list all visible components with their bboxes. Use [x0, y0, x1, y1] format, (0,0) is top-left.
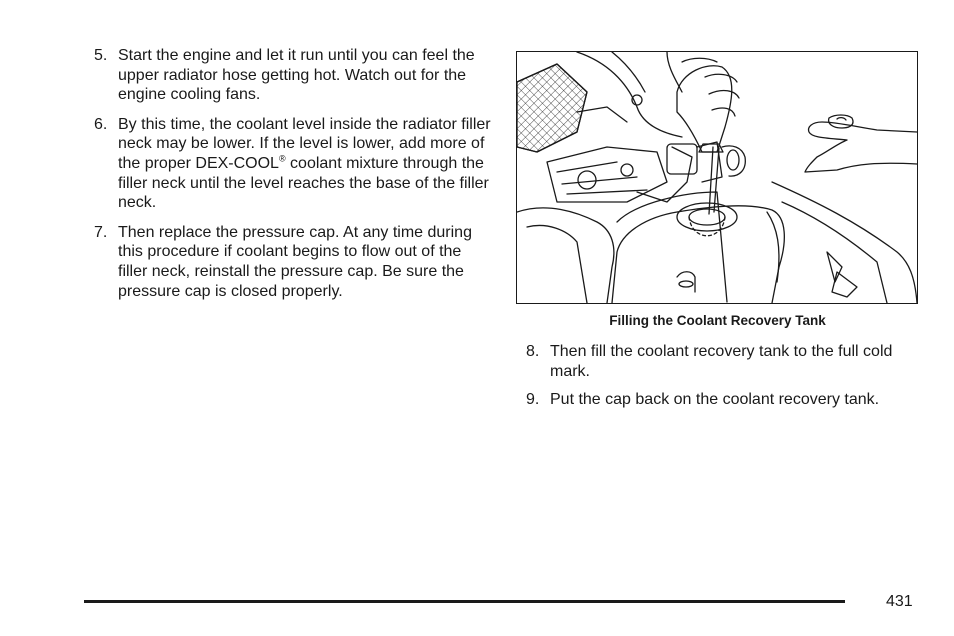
step-list-right: [516, 342, 920, 410]
registered-mark: ®: [278, 153, 286, 164]
list-item: [516, 390, 920, 410]
step-list-left: [94, 46, 494, 301]
right-column: [516, 51, 920, 419]
step-number: 8.: [526, 343, 540, 360]
step-text-part: By this time, the coolant level inside the radiator filler neck may be lower. If the level is lower, add more of the proper DEX-COOL: [118, 115, 491, 172]
coolant-tank-illustration: [516, 51, 918, 304]
list-item: [516, 342, 920, 381]
list-item: [94, 115, 494, 213]
step-text: Put the cap back on the coolant recovery tank.: [550, 391, 880, 409]
figure-caption: Filling the Coolant Recovery Tank: [609, 313, 826, 328]
list-item: [94, 46, 494, 105]
step-text: Start the engine and let it run until you can feel the upper radiator hose getting hot. Watch out for the engine cooling fans.: [118, 47, 475, 104]
list-item: [94, 223, 494, 301]
footer-rule: [84, 600, 845, 603]
step-number: 5.: [94, 47, 108, 64]
page-number: 431: [886, 593, 913, 610]
step-number: 9.: [526, 391, 540, 409]
step-text: Then fill the coolant recovery tank to the full cold mark.: [550, 343, 893, 380]
step-number: 7.: [94, 223, 108, 241]
left-column: [94, 46, 494, 311]
step-number: 6.: [94, 115, 108, 133]
step-text: [118, 116, 491, 211]
step-text-part: coolant mixture through the filler neck until the level reaches the base of the filler neck.: [118, 154, 489, 212]
step-text: Then replace the pressure cap. At any time during this procedure if coolant begins to flow out of the filler neck, reinstall the pressure cap. Be sure the pressure cap is closed properly.: [118, 223, 472, 300]
